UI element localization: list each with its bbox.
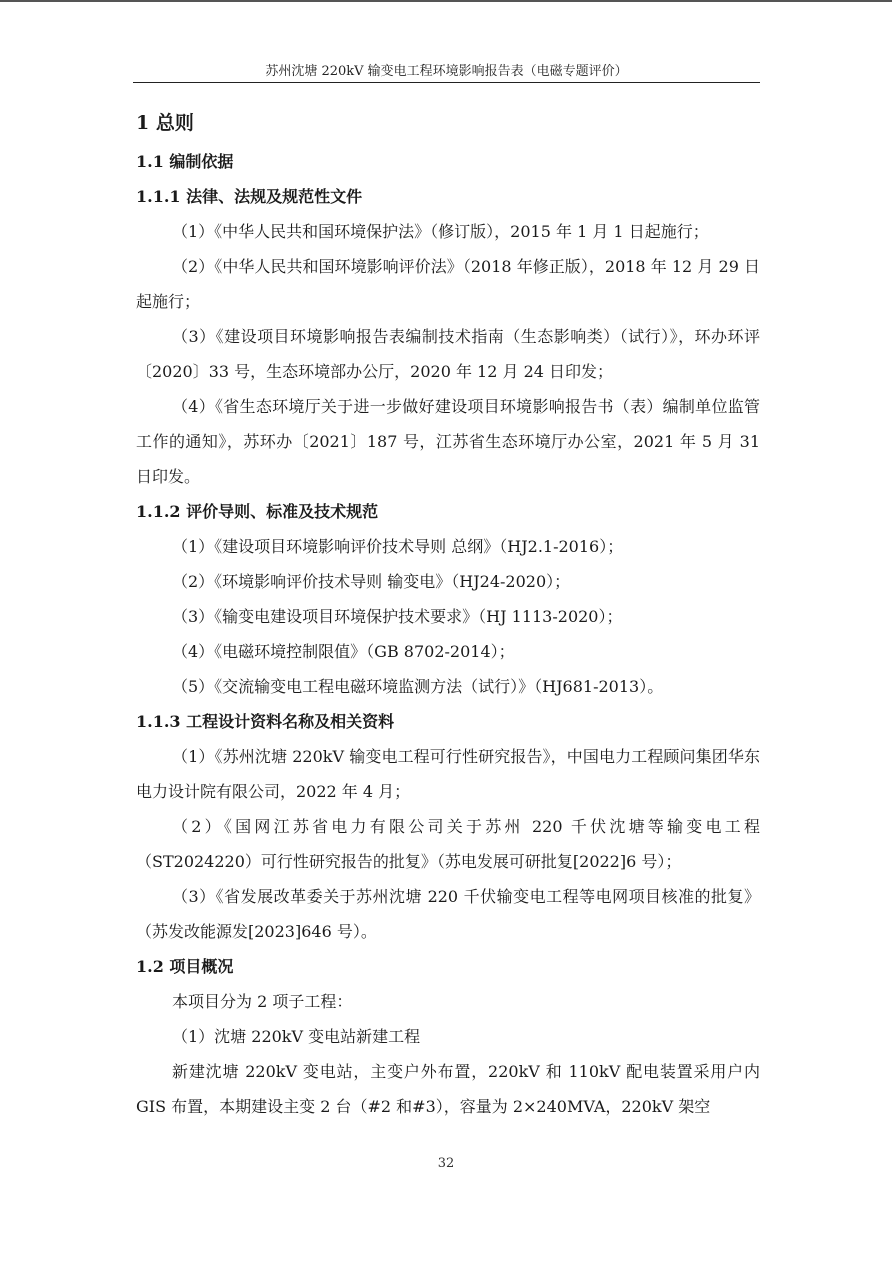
paragraph: （1）沈塘 220kV 变电站新建工程 <box>172 1027 421 1046</box>
section-1-heading: 1 总则 <box>136 112 194 134</box>
page-number: 32 <box>437 1156 455 1171</box>
section-1-1-2-heading: 1.1.2 评价导则、标准及技术规范 <box>136 502 379 521</box>
list-item: （3）《输变电建设项目环境保护技术要求》（HJ 1113-2020）； <box>172 607 623 626</box>
list-item: （3）《建设项目环境影响报告表编制技术指南（生态影响类）（试行）》，环办环评〔2020〕33 号，生态环境部办公厅，2020 年 12 月 24 日印发； <box>136 327 760 381</box>
page-header-title: 苏州沈塘 220kV 输变电工程环境影响报告表（电磁专题评价） <box>265 64 628 79</box>
list-item: （2）《环境影响评价技术导则 输变电》（HJ24-2020）； <box>172 572 571 591</box>
list-item: （1）《中华人民共和国环境保护法》（修订版），2015 年 1 月 1 日起施行； <box>172 222 709 241</box>
list-item: （4）《电磁环境控制限值》（GB 8702-2014）； <box>172 642 515 661</box>
section-1-1-1-heading: 1.1.1 法律、法规及规范性文件 <box>136 187 363 206</box>
paragraph: 本项目分为 2 项子工程： <box>172 992 353 1011</box>
list-item: （3）《省发展改革委关于苏州沈塘 220 千伏输变电工程等电网项目核准的批复》（苏发改能源发[2023]646 号）。 <box>136 887 760 941</box>
list-item: （2）《国网江苏省电力有限公司关于苏州 220 千伏沈塘等输变电工程（ST2024220）可行性研究报告的批复》（苏电发展可研批复[2022]6 号）； <box>136 817 760 871</box>
paragraph: 新建沈塘 220kV 变电站，主变户外布置，220kV 和 110kV 配电装置采用户内 GIS 布置，本期建设主变 2 台（#2 和#3），容量为 2×240MVA，220kV 架空 <box>136 1062 760 1116</box>
document-body <box>136 108 760 1124</box>
list-item: （1）《苏州沈塘 220kV 输变电工程可行性研究报告》，中国电力工程顾问集团华东电力设计院有限公司，2022 年 4 月； <box>136 747 760 801</box>
list-item: （4）《省生态环境厅关于进一步做好建设项目环境影响报告书（表）编制单位监管工作的通知》，苏环办〔2021〕187 号，江苏省生态环境厅办公室，2021 年 5 月 31 日印发。 <box>136 397 760 486</box>
section-1-1-3-heading: 1.1.3 工程设计资料名称及相关资料 <box>136 712 395 731</box>
section-1-1-heading: 1.1 编制依据 <box>136 152 234 171</box>
top-border-line <box>0 0 892 2</box>
list-item: （2）《中华人民共和国环境影响评价法》（2018 年修正版），2018 年 12 月 29 日起施行； <box>136 257 760 311</box>
section-1-2-heading: 1.2 项目概况 <box>136 957 234 976</box>
header-rule <box>133 82 760 83</box>
list-item: （5）《交流输变电工程电磁环境监测方法（试行）》（HJ681-2013）。 <box>172 677 664 696</box>
list-item: （1）《建设项目环境影响评价技术导则 总纲》（HJ2.1-2016）； <box>172 537 624 556</box>
